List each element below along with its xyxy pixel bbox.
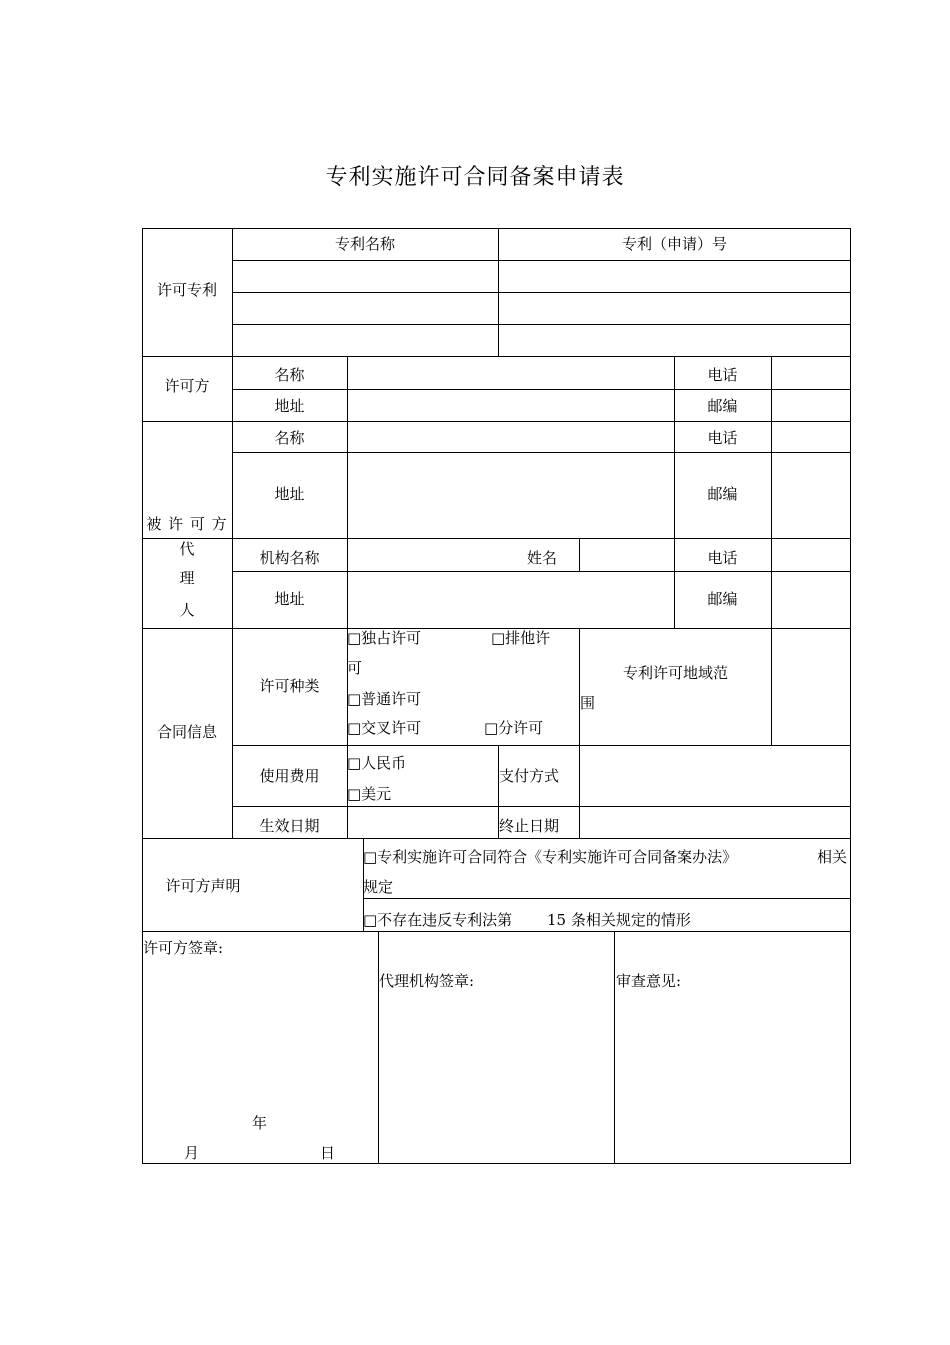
licensor-phone-label: 电话 (707, 366, 738, 384)
cross-license-checkbox[interactable]: □交叉许可 (347, 719, 422, 737)
patent-name-input-2[interactable] (233, 293, 498, 324)
seal-day-label: 日 (320, 1144, 336, 1162)
licensor-seal-area[interactable] (143, 963, 378, 1113)
agency-seal-label: 代理机构签章: (379, 972, 475, 990)
seal-month-label: 月 (184, 1144, 200, 1162)
contract-info-label: 合同信息 (156, 723, 217, 741)
agent-phone-input[interactable] (772, 539, 850, 571)
agent-person-name-input[interactable] (580, 539, 674, 571)
page-title: 专利实施许可合同备案申请表 (325, 165, 625, 190)
agent-label-1: 代 (179, 540, 195, 558)
licensee-name-label: 名称 (274, 429, 305, 447)
payment-method-label: 支付方式 (499, 767, 560, 785)
licensor-address-input[interactable] (348, 390, 674, 421)
patent-number-header: 专利（申请）号 (621, 235, 727, 253)
agent-org-name-label: 机构名称 (259, 549, 320, 567)
review-opinion-label: 审查意见: (616, 972, 682, 990)
patent-name-input-1[interactable] (233, 261, 498, 292)
agent-postcode-input[interactable] (772, 572, 850, 628)
licensee-address-label: 地址 (274, 485, 305, 503)
license-type-label: 许可种类 (259, 677, 320, 695)
effective-date-label: 生效日期 (259, 817, 320, 835)
licensee-address-input[interactable] (348, 453, 674, 538)
sub-license-checkbox[interactable]: □分许可 (484, 719, 544, 737)
agent-postcode-label: 邮编 (707, 590, 738, 608)
licensor-label: 许可方 (164, 377, 210, 395)
agent-label-2: 理 (179, 569, 195, 587)
licensor-name-input[interactable] (348, 357, 674, 389)
licensor-address-label: 地址 (274, 397, 305, 415)
licensor-postcode-input[interactable] (772, 390, 850, 421)
sole-license-checkbox[interactable]: □排他许 (491, 629, 551, 647)
patent-name-header: 专利名称 (334, 235, 395, 253)
territory-scope-label-wrap: 围 (580, 694, 596, 712)
agent-person-name-label: 姓名 (527, 549, 558, 567)
sole-license-wrap-text: 可 (347, 659, 363, 677)
agent-address-input[interactable] (348, 572, 674, 628)
patent-number-input-3[interactable] (499, 325, 850, 356)
agent-phone-label: 电话 (707, 549, 738, 567)
licensee-postcode-input[interactable] (772, 453, 850, 538)
licensee-phone-input[interactable] (772, 422, 850, 452)
patent-name-input-3[interactable] (233, 325, 498, 356)
end-date-label: 终止日期 (499, 817, 560, 835)
declaration-item-1-checkbox[interactable]: □专利实施许可合同符合《专利实施许可合同备案办法》 (363, 848, 738, 866)
patent-number-input-1[interactable] (499, 261, 850, 292)
declaration-item-2-tail: 15 条相关规定的情形 (547, 911, 691, 929)
review-opinion-area[interactable] (615, 998, 850, 1163)
declaration-item-1-tail: 相关 (817, 848, 848, 866)
agent-org-name-input[interactable] (348, 539, 528, 571)
licensed-patent-label: 许可专利 (156, 281, 217, 299)
declaration-item-1-wrap: 规定 (363, 878, 394, 896)
effective-date-input[interactable] (348, 807, 498, 838)
licensor-phone-input[interactable] (772, 357, 850, 389)
patent-number-input-2[interactable] (499, 293, 850, 324)
agent-label-3: 人 (179, 601, 195, 619)
rmb-checkbox[interactable]: □人民币 (347, 754, 407, 772)
application-form (142, 228, 851, 1164)
ordinary-license-checkbox[interactable]: □普通许可 (347, 690, 422, 708)
licensor-name-label: 名称 (274, 366, 305, 384)
end-date-input[interactable] (580, 807, 850, 838)
licensor-declaration-label: 许可方声明 (165, 877, 241, 895)
licensee-phone-label: 电话 (707, 429, 738, 447)
exclusive-license-checkbox[interactable]: □独占许可 (347, 629, 422, 647)
agent-address-label: 地址 (274, 590, 305, 608)
licensee-label: 被 许 可 方 (146, 515, 228, 533)
payment-method-input[interactable] (580, 746, 850, 806)
territory-scope-input[interactable] (772, 629, 850, 745)
licensee-name-input[interactable] (348, 422, 674, 452)
usage-fee-label: 使用费用 (259, 767, 320, 785)
territory-scope-label: 专利许可地域范 (622, 664, 728, 682)
licensee-postcode-label: 邮编 (707, 485, 738, 503)
usd-checkbox[interactable]: □美元 (347, 785, 392, 803)
licensor-postcode-label: 邮编 (707, 397, 738, 415)
declaration-item-2-checkbox[interactable]: □不存在违反专利法第 (363, 911, 513, 929)
seal-year-label: 年 (252, 1114, 268, 1132)
agency-seal-area[interactable] (379, 998, 614, 1163)
licensor-seal-label: 许可方签章: (143, 939, 224, 957)
